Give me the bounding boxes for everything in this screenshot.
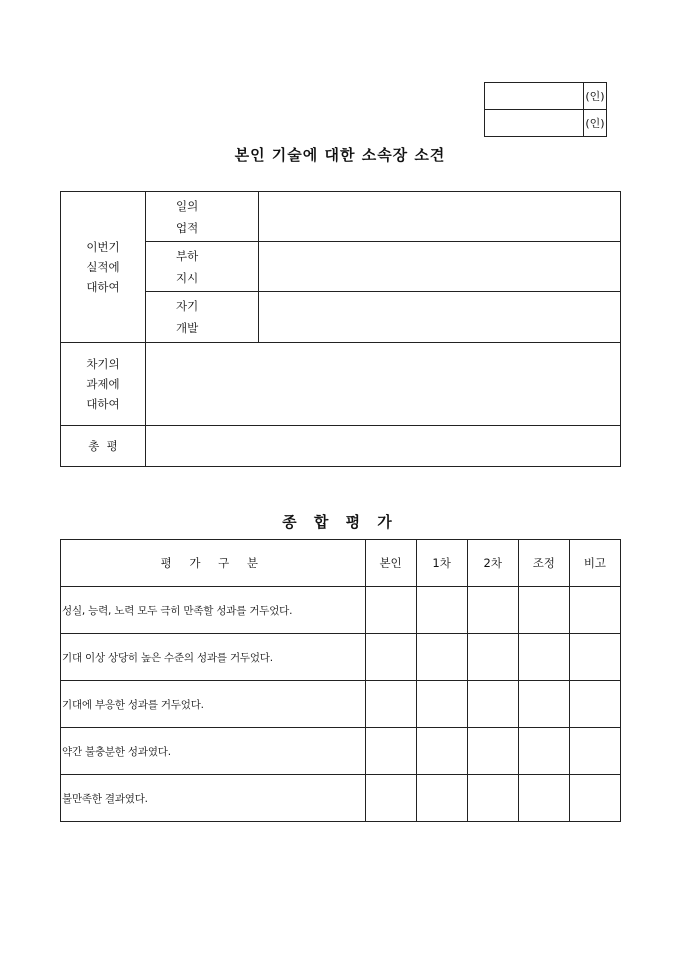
opinion-title: 본인 기술에 대한 소속장 소견 bbox=[234, 146, 446, 164]
label-line: 업적 bbox=[176, 220, 199, 235]
label-line: 이번기 bbox=[86, 240, 120, 254]
seal-box bbox=[484, 82, 607, 137]
mark-cell-adjust[interactable] bbox=[518, 681, 569, 728]
mark-cell-remarks[interactable] bbox=[569, 587, 620, 634]
mark-cell-second[interactable] bbox=[467, 681, 518, 728]
label-line: 자기 bbox=[176, 299, 199, 313]
label-line: 과제에 bbox=[86, 377, 120, 391]
mark-cell-self[interactable] bbox=[365, 728, 416, 775]
header-self: 본인 bbox=[365, 540, 416, 587]
evaluation-row bbox=[61, 587, 621, 634]
evaluation-criterion: 불만족한 결과였다. bbox=[61, 775, 366, 822]
seal-signature-area[interactable] bbox=[485, 83, 584, 110]
work-achievement-field[interactable] bbox=[259, 192, 621, 242]
opinion-table bbox=[60, 191, 621, 467]
mark-cell-adjust[interactable] bbox=[518, 728, 569, 775]
mark-cell-remarks[interactable] bbox=[569, 681, 620, 728]
mark-cell-self[interactable] bbox=[365, 775, 416, 822]
evaluation-row bbox=[61, 634, 621, 681]
mark-cell-remarks[interactable] bbox=[569, 634, 620, 681]
section-label-next-tasks bbox=[61, 343, 146, 426]
evaluation-criterion: 기대에 부응한 성과를 거두었다. bbox=[61, 681, 366, 728]
overall-comment-field[interactable] bbox=[146, 426, 621, 467]
mark-cell-second[interactable] bbox=[467, 587, 518, 634]
mark-cell-self[interactable] bbox=[365, 634, 416, 681]
evaluation-criterion: 성실, 능력, 노력 모두 극히 만족할 성과를 거두었다. bbox=[61, 587, 366, 634]
opinion-row bbox=[61, 192, 621, 242]
mark-cell-adjust[interactable] bbox=[518, 587, 569, 634]
evaluation-header-row bbox=[61, 540, 621, 587]
opinion-row bbox=[61, 426, 621, 467]
mark-cell-self[interactable] bbox=[365, 587, 416, 634]
mark-cell-self[interactable] bbox=[365, 681, 416, 728]
mark-cell-first[interactable] bbox=[416, 775, 467, 822]
mark-cell-second[interactable] bbox=[467, 728, 518, 775]
seal-signature-area[interactable] bbox=[485, 110, 584, 137]
seal-mark: (인) bbox=[584, 110, 607, 137]
section-label-overall: 총 평 bbox=[61, 426, 146, 467]
sub-label-work-achievement bbox=[146, 192, 259, 242]
label-line: 일의 bbox=[176, 198, 199, 213]
mark-cell-adjust[interactable] bbox=[518, 634, 569, 681]
mark-cell-second[interactable] bbox=[467, 775, 518, 822]
subordinate-direction-field[interactable] bbox=[259, 242, 621, 292]
mark-cell-adjust[interactable] bbox=[518, 775, 569, 822]
header-remarks: 비고 bbox=[569, 540, 620, 587]
header-second: 2차 bbox=[467, 540, 518, 587]
mark-cell-second[interactable] bbox=[467, 634, 518, 681]
next-tasks-field[interactable] bbox=[146, 343, 621, 426]
evaluation-row bbox=[61, 728, 621, 775]
header-category: 평 가 구 분 bbox=[61, 540, 366, 587]
label-line: 차기의 bbox=[86, 357, 120, 371]
evaluation-title: 종 합 평 가 bbox=[282, 513, 398, 531]
opinion-row bbox=[61, 343, 621, 426]
seal-row bbox=[485, 110, 607, 137]
evaluation-criterion: 약간 불충분한 성과였다. bbox=[61, 728, 366, 775]
label-line: 개발 bbox=[176, 321, 199, 335]
mark-cell-remarks[interactable] bbox=[569, 728, 620, 775]
evaluation-table bbox=[60, 539, 621, 822]
label-line: 대하여 bbox=[86, 280, 120, 294]
evaluation-criterion: 기대 이상 상당히 높은 수준의 성과를 거두었다. bbox=[61, 634, 366, 681]
mark-cell-first[interactable] bbox=[416, 587, 467, 634]
label-line: 실적에 bbox=[86, 260, 120, 274]
label-line: 부하 bbox=[176, 248, 199, 263]
header-adjust: 조정 bbox=[518, 540, 569, 587]
mark-cell-first[interactable] bbox=[416, 681, 467, 728]
evaluation-row bbox=[61, 681, 621, 728]
mark-cell-first[interactable] bbox=[416, 634, 467, 681]
section-label-current-performance bbox=[61, 192, 146, 343]
evaluation-row bbox=[61, 775, 621, 822]
sub-label-self-development bbox=[146, 292, 259, 343]
mark-cell-remarks[interactable] bbox=[569, 775, 620, 822]
sub-label-subordinate-direction bbox=[146, 242, 259, 292]
seal-mark: (인) bbox=[584, 83, 607, 110]
self-development-field[interactable] bbox=[259, 292, 621, 343]
seal-row bbox=[485, 83, 607, 110]
header-first: 1차 bbox=[416, 540, 467, 587]
label-line: 대하여 bbox=[86, 397, 120, 411]
label-line: 지시 bbox=[176, 270, 199, 285]
mark-cell-first[interactable] bbox=[416, 728, 467, 775]
